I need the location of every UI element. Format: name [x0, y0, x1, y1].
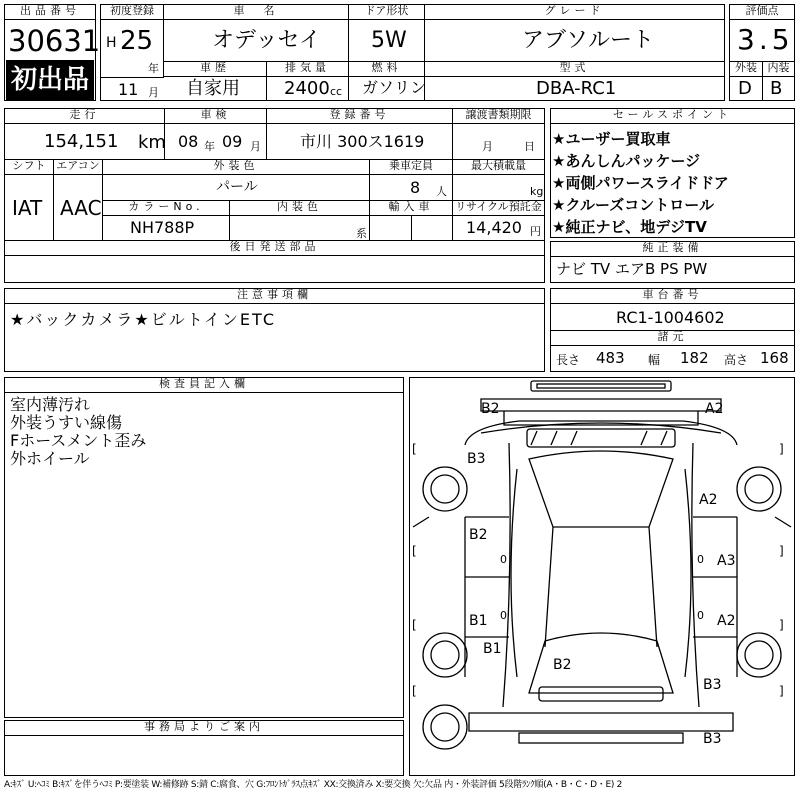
damage-mark: B3	[703, 677, 722, 693]
divider	[452, 108, 453, 160]
bracket-mark: ]	[779, 544, 784, 558]
sales-point: ★純正ナビ、地デジTV	[552, 218, 707, 236]
divider	[348, 61, 349, 101]
damage-mark: B3	[467, 451, 486, 467]
width-label: 幅	[648, 353, 661, 367]
model: DBA-RC1	[536, 78, 617, 99]
inspector-note: 外ホイール	[10, 449, 90, 468]
capacity-unit: 人	[436, 185, 447, 198]
door-label: ドア形状	[348, 4, 425, 20]
color-number: NH788P	[130, 218, 195, 237]
divider	[266, 108, 267, 160]
notes-label: 注意事項欄	[4, 288, 545, 304]
ac-label: エアコン	[53, 159, 103, 175]
mileage-unit: km	[138, 132, 166, 153]
exterior-label: 外装	[729, 61, 763, 77]
car-diagram	[409, 377, 795, 776]
shift-label: シフト	[4, 159, 54, 175]
inspector-note: 室内薄汚れ	[10, 395, 91, 414]
model-label: 型式	[424, 61, 725, 77]
lot-number-label: 出品番号	[4, 4, 96, 20]
zero-mark: 0	[500, 609, 507, 622]
height: 168	[760, 349, 789, 367]
mileage-label: 走行	[4, 108, 165, 124]
width: 182	[680, 349, 709, 367]
load-label: 最大積載量	[452, 159, 545, 175]
era: H	[106, 35, 117, 51]
displacement-unit: cc	[330, 85, 343, 98]
displacement: 2400	[284, 78, 330, 99]
sales-point: ★クルーズコントロール	[552, 196, 714, 214]
year-unit: 年	[148, 62, 159, 75]
inspector-label: 検査員記入欄	[4, 377, 404, 393]
divider	[348, 4, 349, 62]
capacity-label: 乗車定員	[369, 159, 453, 175]
equipment-label: 純正装備	[550, 241, 795, 257]
month-unit: 月	[148, 86, 159, 99]
damage-mark: B1	[483, 641, 502, 657]
interior-label: 内装	[762, 61, 795, 77]
recycle-label: リサイクル預託金	[452, 200, 545, 216]
door-type: 5W	[371, 28, 407, 53]
zero-mark: 0	[697, 553, 704, 566]
divider	[53, 159, 54, 241]
recycle-fee: 14,420	[466, 218, 522, 237]
import-label: 輸入車	[369, 200, 453, 216]
zero-mark: 0	[697, 609, 704, 622]
inspector-note: 外装うすい線傷	[10, 413, 123, 432]
load-unit: kg	[530, 185, 544, 198]
capacity: 8	[410, 178, 421, 197]
sales-point: ★あんしんパッケージ	[552, 152, 701, 170]
divider	[100, 77, 164, 78]
plate-label: 登録番号	[266, 108, 453, 124]
divider	[164, 108, 165, 160]
bracket-mark: [	[412, 618, 417, 632]
damage-mark: B2	[553, 657, 572, 673]
score: 3.5	[737, 23, 794, 56]
divider	[424, 61, 425, 101]
transfer-label: 譲渡書類期限	[452, 108, 545, 124]
damage-mark: A2	[705, 401, 724, 417]
damage-mark: B1	[469, 613, 488, 629]
grade-label: グレード	[424, 4, 725, 20]
sales-points-label: セールスポイント	[550, 108, 795, 124]
lot-number: 30631	[8, 24, 101, 58]
registration-year: 25	[120, 26, 154, 56]
divider	[424, 4, 425, 62]
bracket-mark: ]	[779, 442, 784, 456]
mileage: 154,151	[44, 131, 119, 152]
score-label: 評価点	[729, 4, 795, 20]
registration-month: 11	[118, 80, 139, 99]
interior-color-unit: 系	[356, 227, 367, 240]
divider	[411, 216, 412, 241]
bracket-mark: [	[412, 544, 417, 558]
plate-number: 市川 300ス1619	[300, 132, 425, 151]
first-listing-badge: 初出品	[6, 60, 94, 100]
chassis-number: RC1-1004602	[616, 308, 725, 327]
grade: アブソルート	[522, 28, 655, 53]
bracket-mark: ]	[779, 684, 784, 698]
length-label: 長さ	[556, 353, 581, 367]
bracket-mark: ]	[779, 618, 784, 632]
inspector-note: Fホースメント歪み	[10, 431, 147, 450]
zero-mark: 0	[500, 553, 507, 566]
equipment: ナビ TV エアB PS PW	[556, 260, 708, 278]
damage-mark: B2	[469, 527, 488, 543]
divider	[762, 61, 763, 101]
fuel-label: 燃料	[348, 61, 425, 77]
height-label: 高さ	[724, 353, 749, 367]
air-conditioner: AAC	[60, 196, 102, 220]
color-label: 外装色	[102, 159, 370, 175]
chassis-label: 車台番号	[550, 288, 795, 304]
damage-mark: B3	[703, 731, 722, 747]
notes: ★バックカメラ★ビルトインETC	[10, 310, 277, 329]
legend: A:ｷｽﾞ U:ﾍｺﾐ B:ｷｽﾞを伴うﾍｺﾐ P:要塗装 W:補修跡 S:錆 C:腐食、穴 G:ﾌﾛﾝﾄｶﾞﾗｽ点ｷｽﾞ XX:交換済み X:要交換 欠:欠品 内・外装評価 5段階ﾗﾝｸ順(A・B・C・D・E) 2	[4, 780, 623, 790]
sales-point: ★両側パワースライドドア	[552, 174, 729, 192]
car-name: オデッセイ	[212, 28, 321, 53]
dimensions-label: 諸元	[550, 330, 795, 346]
bracket-mark: [	[412, 442, 417, 456]
exterior-grade: D	[738, 78, 752, 99]
inspection-month: 09	[222, 132, 243, 151]
length: 483	[596, 349, 625, 367]
divider	[266, 61, 267, 101]
fuel: ガソリン	[362, 78, 427, 97]
divider	[229, 200, 230, 241]
divider	[163, 4, 164, 62]
car-name-label: 車 名	[163, 4, 349, 20]
recycle-unit: 円	[530, 225, 541, 238]
damage-mark: A2	[717, 613, 736, 629]
inspection-year-unit: 年	[204, 140, 215, 153]
interior-grade: B	[770, 78, 783, 99]
history: 自家用	[186, 78, 240, 99]
inspection-month-unit: 月	[250, 140, 261, 153]
transfer-month-unit: 月	[482, 140, 493, 153]
inspection-label: 車検	[164, 108, 267, 124]
sales-point: ★ユーザー買取車	[552, 130, 671, 148]
inspection-year: 08	[178, 132, 199, 151]
exterior-color: パール	[216, 179, 258, 195]
registration-label: 初度登録	[100, 4, 164, 20]
color-no-label: カラーNo.	[102, 200, 230, 216]
displacement-label: 排気量	[266, 61, 349, 77]
later-parts-label: 後日発送部品	[4, 240, 545, 256]
history-label: 車歴	[163, 61, 267, 77]
transfer-day-unit: 日	[524, 140, 535, 153]
shift: IAT	[12, 196, 43, 220]
damage-mark: A3	[717, 553, 736, 569]
damage-mark: A2	[699, 492, 718, 508]
office-label: 事務局よりご案内	[4, 720, 404, 736]
damage-mark: B2	[481, 401, 500, 417]
interior-color-label: 内装色	[229, 200, 370, 216]
bracket-mark: [	[412, 684, 417, 698]
